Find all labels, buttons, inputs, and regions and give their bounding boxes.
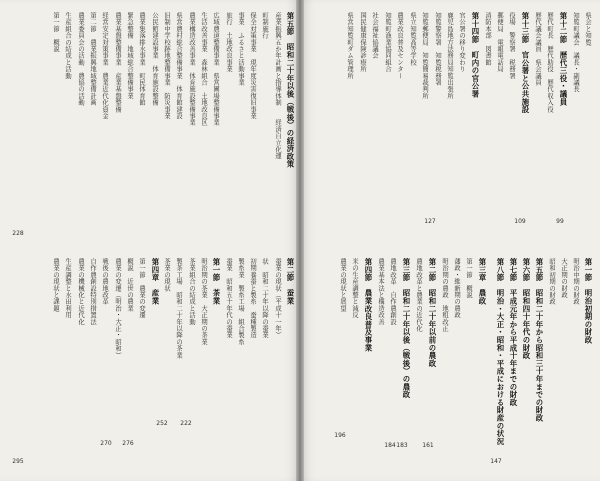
toc-left-bottom-line-17: 農業の機械化と近代化 [77, 258, 84, 325]
toc-right-top-line-18: 国民健康保険診療所 [359, 12, 366, 73]
toc-left-top-line-19: 第一節 概説 [52, 12, 59, 53]
toc-right-top-line-1: 知覧町議会 議長・副議長 [572, 12, 579, 93]
toc-left-bottom-line-12: 第一節 農業の変遷 [138, 258, 145, 319]
toc-right-bottom-line-8: 第三章 農政 [478, 258, 487, 305]
toc-right-bottom-line-14: 第三節 昭和二十年以後（戦後）の農政 [402, 258, 411, 399]
page-number: 276 [122, 440, 134, 447]
toc-right-bottom-line-17: 第四節 農業改良普及事業 [364, 258, 373, 352]
toc-left-top-line-15: 経営安定対策事業 農業近代化資金 [101, 12, 108, 120]
toc-right-top-line-8: 消防本部 図書館 [484, 12, 491, 66]
toc-right-top-line-13: 知覧郵便局 知覧簡易裁判所 [421, 12, 428, 100]
toc-right-bottom-line-5: 第六節 昭和四十年代の財政 [522, 258, 531, 360]
toc-right-bottom-line-3: 昭和初期の財政 [548, 258, 555, 305]
toc-left-bottom-line-6: 第一節 茶業 [212, 258, 221, 305]
toc-right-bottom-line-10: 藩政・維新期の農政 [453, 258, 460, 319]
page-number: 109 [514, 218, 526, 225]
toc-left-top-line-1: 産業振興五か年計画と指導体制 経済自立化運 [274, 12, 281, 160]
toc-right-bottom-line-12: 第二節 昭和二十年以前の農政 [428, 258, 437, 368]
toc-left-top-line-11: 公民館建設事業 体育施設整備 [151, 12, 158, 106]
toc-left-bottom-line-11: 第四章 産業 [151, 258, 160, 305]
page-number: 183 [396, 442, 408, 449]
toc-left-top-line-13: 緊急整備 地域総合整備事業 [126, 12, 133, 100]
toc-right-top-line-4: 歴代議会議員 県会議員 [534, 12, 541, 86]
toc-left-top-line-9: 県営農村総合整備事業 体育館建設 [175, 12, 182, 120]
toc-left-top-line-12: 農業集落排水事業 町民体育館 [138, 12, 145, 106]
page-number: 99 [556, 218, 564, 225]
page-number: 184 [384, 442, 396, 449]
toc-left-top-line-7: 生活改善事業 森林組合 土地改良区 [200, 12, 207, 126]
page-number: 252 [156, 420, 168, 427]
toc-left-top-line-0: 第五節 昭和二十年以後（戦後）の経済政策 [286, 12, 295, 168]
toc-left-bottom-line-7: 明治期の茶業 大正期の茶業 [200, 258, 207, 346]
toc-right-top-line-2: 第十二節 歴代三役・議員 [559, 12, 568, 106]
toc-left-bottom-line-4: 製糸業 製糸工場 組合製糸 [237, 258, 244, 346]
toc-left-bottom-line-16: 自作農創設特別措置法 [89, 258, 96, 325]
toc-right-bottom-line-7: 第八節 明治・大正・昭和・平成における財産の状況 [496, 258, 505, 446]
toc-right-bottom-line-0: 第一節 明治初期の財政 [584, 258, 593, 344]
toc-left-top-line-14: 農業基盤整備事業 産業基盤整備 [114, 12, 121, 113]
toc-right-top-line-15: 農業改良普及センター [396, 12, 403, 79]
toc-left-top-line-4: 事業 ふるさと活動事業 [237, 12, 244, 86]
toc-right-bottom-line-4: 第五節 昭和二十年から昭和三十年までの財政 [535, 258, 544, 422]
page-number: 228 [12, 230, 24, 237]
toc-right-top-line-7: 郵便局 電報電話局 [496, 12, 503, 73]
toc-left-top-line-17: 農業委員会の活動 農協の活動 [77, 12, 84, 106]
toc-left-bottom-line-1: 蚕業の現状（平成十一年） [274, 258, 281, 339]
page-number: 196 [334, 432, 346, 439]
toc-right-bottom-line-11: 明治期の農政 地租改正 [441, 258, 448, 332]
toc-left-bottom-line-14: 農業の変遷（明治・大正・昭和） [114, 258, 121, 359]
toc-left-bottom-line-15: 戦後の農地改革 [101, 258, 108, 305]
page-number: 295 [12, 458, 24, 465]
toc-right-top-line-3: 歴代町長 歴代助役 歴代収入役 [546, 12, 553, 113]
toc-left-bottom-line-19: 農業の現状と課題 [52, 258, 59, 312]
toc-right-top-line-12: 知覧警察署 知覧税務署 [434, 12, 441, 86]
toc-left-top-line-8: 農業構造改善事業 体育施設整備事業 [188, 12, 195, 126]
toc-right-top-line-0: 県会と知覧 [584, 12, 591, 46]
toc-right-bottom-line-9: 第一節 概説 [465, 258, 472, 299]
toc-right-top-line-10: 官公署の移り変わり [458, 12, 465, 73]
toc-left-bottom-line-0: 第二節 蚕業 [286, 258, 295, 305]
page-number: 127 [424, 218, 436, 225]
page-number: 147 [490, 458, 502, 465]
toc-right-bottom-line-2: 大正期の財政 [560, 258, 567, 299]
toc-right-top-line-9: 第十四節 町内の官公署 [471, 12, 480, 98]
page-number: 222 [180, 420, 192, 427]
toc-left-top-line-18: 生産組合の結成と活動 [64, 12, 71, 79]
toc-right-top-line-14: 県立知覧高等学校 [409, 12, 416, 66]
toc-left-bottom-line-9: 製茶工場 昭和二十年以降の茶業 [175, 258, 182, 359]
toc-left-bottom-line-13: 概説 近世の農業 [126, 258, 133, 312]
toc-left-top-line-10: 旧制中学校跡地整備事業 防災事業 [163, 12, 170, 120]
toc-right-bottom-line-18: 米の生産調整と減反 [351, 258, 358, 319]
toc-right-top-line-5: 第十三節 官公署と公共施設 [521, 12, 530, 114]
toc-right-bottom-line-16: 農業基本法と構造改善 [377, 258, 384, 325]
toc-left-bottom-line-3: 初期養蚕と製糸 蚕種製造 [249, 258, 256, 339]
toc-right-top-line-17: 社会福祉協議会 [371, 12, 378, 59]
toc-left-bottom-line-18: 生産調整と水田利用 [64, 258, 71, 319]
toc-right-bottom-line-15: 農地改革 自作農創設 [389, 258, 396, 325]
toc-left-bottom-line-2: 状 昭和二十年以降の蚕業 [261, 258, 268, 339]
book-gutter [296, 0, 304, 481]
toc-right-top-line-11: 鹿児島地方法務局知覧出張所 [446, 12, 453, 100]
toc-right-bottom-line-19: 農業の現状と展望 [339, 258, 346, 312]
toc-right-top-line-19: 県営知覧町ダム管理所 [346, 12, 353, 79]
toc-right-top-line-16: 知覧町漁業協同組合 [384, 12, 391, 73]
toc-left-top-line-3: 保全対策事業 現年度災害復旧事業 [249, 12, 256, 120]
toc-left-top-line-6: 広域農道整備事業 県営圃場整備事業 [212, 12, 219, 126]
toc-left-top-line-2: 町制施行 [261, 12, 268, 39]
page-number: 161 [422, 442, 434, 449]
toc-left-bottom-line-10: 茶業の現状 [163, 258, 170, 292]
toc-right-bottom-line-6: 第七節 平成元年から平成十年までの財政 [509, 258, 518, 407]
toc-left-bottom-line-5: 蚕業 昭和五十年代の蚕業 [225, 258, 232, 339]
page-number: 270 [100, 440, 112, 447]
toc-right-top-line-6: 役場 警察署 税務署 [508, 12, 515, 79]
toc-left-top-line-5: 旅行 土地改良事業 [225, 12, 232, 73]
toc-right-bottom-line-13: 農地改革と農業の近代化 [415, 258, 422, 332]
toc-left-top-line-16: 第二節 農業振興地域整備計画 [89, 12, 96, 106]
toc-right-bottom-line-1: 明治中期の財政 [572, 258, 579, 305]
toc-left-bottom-line-8: 茶業組合の結成と活動 [188, 258, 195, 325]
